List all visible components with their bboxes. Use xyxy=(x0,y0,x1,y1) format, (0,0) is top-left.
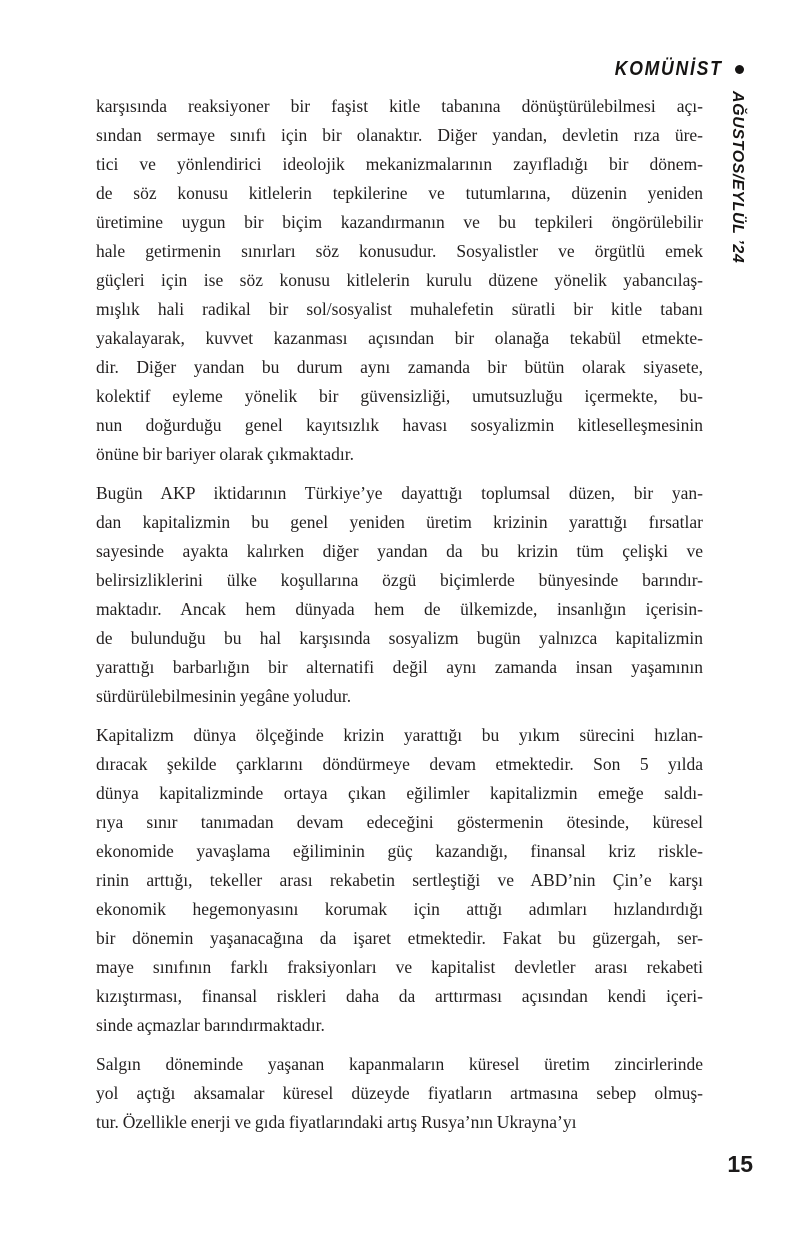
text-line: sürdürülebilmesinin yegâne yoludur. xyxy=(96,686,352,706)
text-line: yarattığı barbarlığın bir alternatifi değil aynı zamanda insan yaşamının xyxy=(96,657,703,677)
text-line: Kapitalizm dünya ölçeğinde krizin yarattığı bu yıkım sürecini hızlan- xyxy=(96,725,703,745)
text-line: de söz konusu kitlelerin tepkilerine ve tutumlarına, düzenin yeniden xyxy=(96,183,703,203)
text-line: yakalayarak, kuvvet kazanması açısından bir olanağa tekabül etmekte- xyxy=(96,328,703,348)
page-number: 15 xyxy=(727,1151,753,1177)
text-line: rinin arttığı, tekeller arası rekabetin sertleştiği ve ABD’nin Çin’e karşı xyxy=(96,870,703,890)
text-line: tur. Özellikle enerji ve gıda fiyatlarındaki artış Rusya’nın Ukrayna’yı xyxy=(96,1112,577,1132)
text-line: Salgın döneminde yaşanan kapanmaların küresel üretim zincirlerinde xyxy=(96,1054,703,1074)
text-line: dan kapitalizmin bu genel yeniden üretim krizinin yarattığı fırsatlar xyxy=(96,512,703,532)
text-line: dir. Diğer yandan bu durum aynı zamanda bir bütün olarak siyasete, xyxy=(96,357,703,377)
paragraph xyxy=(96,1050,703,1137)
text-line: belirsizliklerini ülke koşullarına özgü biçimlerde bünyesinde barındır- xyxy=(96,570,703,590)
text-line: güçleri için ise söz konusu kitlelerin kurulu düzene yönelik yabancılaş- xyxy=(96,270,703,290)
text-line: kolektif eyleme yönelik bir güvensizliği, umutsuzluğu içermekte, bu- xyxy=(96,386,703,406)
text-line: rıya sınır tanımadan devam edeceğini göstermenin ötesinde, küresel xyxy=(96,812,703,832)
text-line: karşısında reaksiyoner bir faşist kitle tabanına dönüştürülebilmesi açı- xyxy=(96,96,703,116)
text-line: önüne bir bariyer olarak çıkmaktadır. xyxy=(96,444,354,464)
text-line: yol açtığı aksamalar küresel düzeyde fiyatların artmasına sebep olmuş- xyxy=(96,1083,703,1103)
text-line: dıracak şekilde çarklarını döndürmeye devam etmektedir. Son 5 yılda xyxy=(96,754,703,774)
text-line: tici ve yönlendirici ideolojik mekanizmalarının zayıfladığı bir dönem- xyxy=(96,154,703,174)
bullet-icon xyxy=(735,65,744,74)
text-line: sinde açmazlar barındırmaktadır. xyxy=(96,1015,325,1035)
paragraph xyxy=(96,92,703,469)
issue-date-vertical: AĞUSTOS/EYLÜL ’24 xyxy=(729,91,746,264)
text-line: maktadır. Ancak hem dünyada hem de ülkemizde, insanlığın içerisin- xyxy=(96,599,703,619)
text-line: nun doğurduğu genel kayıtsızlık havası sosyalizmin kitleselleşmesinin xyxy=(96,415,703,435)
journal-title: KOMÜNİST xyxy=(615,58,723,80)
text-line: hale getirmenin sınırları söz konusudur. Sosyalistler ve örgütlü emek xyxy=(96,241,703,261)
text-line: sayesinde ayakta kalırken diğer yandan da bu krizin tüm çelişki ve xyxy=(96,541,703,561)
paragraph xyxy=(96,721,703,1040)
text-line: mışlık hali radikal bir sol/sosyalist muhalefetin süratli bir kitle tabanı xyxy=(96,299,703,319)
text-line: de bulunduğu bu hal karşısında sosyalizm bugün yalnızca kapitalizmin xyxy=(96,628,703,648)
text-line: kızıştırması, finansal riskleri daha da arttırması açısından kendi içeri- xyxy=(96,986,703,1006)
text-line: Bugün AKP iktidarının Türkiye’ye dayattığı toplumsal düzen, bir yan- xyxy=(96,483,703,503)
paragraph xyxy=(96,479,703,711)
text-line: dünya kapitalizminde ortaya çıkan eğilimler kapitalizmin emeğe saldı- xyxy=(96,783,703,803)
text-line: sından sermaye sınıfı için bir olanaktır. Diğer yandan, devletin rıza üre- xyxy=(96,125,703,145)
text-line: bir dönemin yaşanacağına da işaret etmektedir. Fakat bu güzergah, ser- xyxy=(96,928,703,948)
text-line: ekonomik hegemonyasını korumak için attığı adımları hızlandırdığı xyxy=(96,899,703,919)
text-line: maye sınıfının farklı fraksiyonları ve kapitalist devletler arası rekabeti xyxy=(96,957,703,977)
article-body xyxy=(96,92,703,1147)
text-line: üretimine uygun bir biçim kazandırmanın ve bu tepkileri öngörülebilir xyxy=(96,212,703,232)
text-line: ekonomide yavaşlama eğiliminin güç kazandığı, finansal kriz riskle- xyxy=(96,841,703,861)
page-header xyxy=(600,58,744,81)
